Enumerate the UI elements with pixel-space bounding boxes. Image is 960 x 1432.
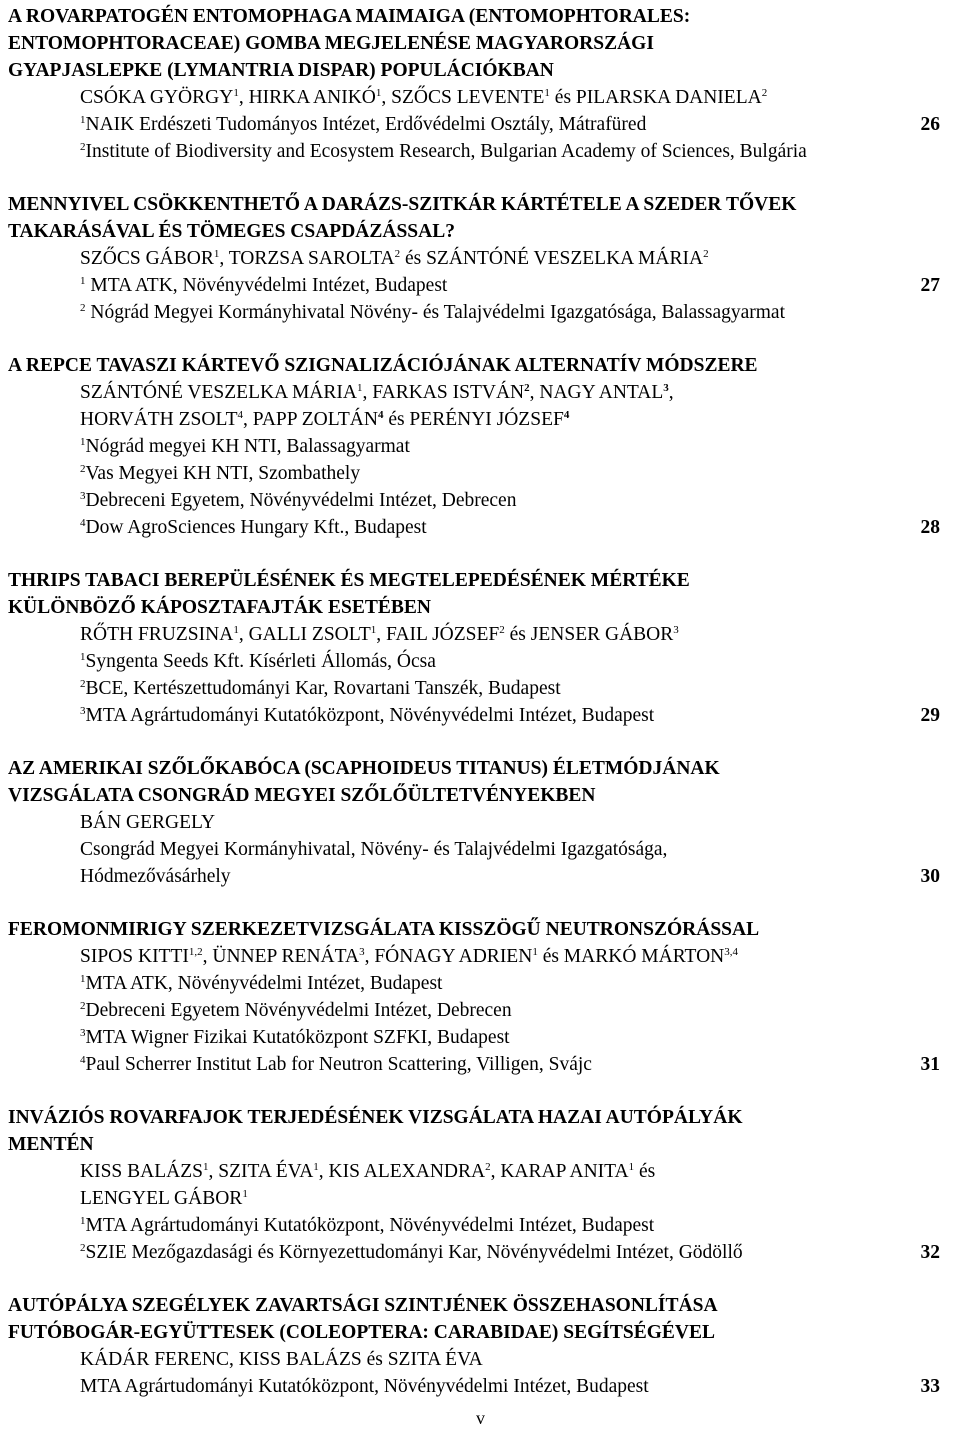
text-run: Hódmezővásárhely [80,866,231,887]
text-run: , FAIL JÓZSEF [376,624,500,645]
article-title-line: AUTÓPÁLYA SZEGÉLYEK ZAVARTSÁGI SZINTJÉNEK ÖSSZEHASONLÍTÁSA [8,1295,718,1316]
footnote-marker: 2 [703,248,709,260]
article-title-line: INVÁZIÓS ROVARFAJOK TERJEDÉSÉNEK VIZSGÁLATA HAZAI AUTÓPÁLYÁK [8,1107,743,1128]
toc-entry [8,191,940,326]
article-details [8,84,940,165]
text-run: , SZŐCS LEVENTE [381,87,545,108]
text-run: BÁN GERGELY [80,812,216,833]
text-run: Csongrád Megyei Kormányhivatal, Növény- és Talajvédelmi Igazgatósága, [80,839,668,860]
page-reference: 27 [920,275,940,296]
author-line [80,245,940,272]
text-run: Syngenta Seeds Kft. Kísérleti Állomás, Ócsa [85,651,436,672]
text-run: Nógrád Megyei Kormányhivatal Növény- és Talajvédelmi Igazgatósága, Balassagyarmat [85,302,785,323]
page-reference: 31 [920,1054,940,1075]
text-run: MTA ATK, Növényvédelmi Intézet, Budapest [85,275,448,296]
footnote-marker: 1 [313,1161,319,1173]
article-title [8,191,940,245]
text-run: Institute of Biodiversity and Ecosystem Research, Bulgarian Academy of Sciences, Bulgária [85,141,807,162]
text-run: , KARAP ANITA [490,1161,629,1182]
affiliation-line [80,1024,940,1051]
toc-entry [8,916,940,1078]
author-line [80,943,940,970]
text-run: és [634,1161,656,1182]
footnote-marker: 2 [80,302,86,314]
article-details [8,379,940,541]
footnote-marker: 4 [80,517,86,529]
text-run: Dow AgroSciences Hungary Kft., Budapest [85,517,427,538]
text-run: , NAGY ANTAL [529,382,664,403]
footnote-marker: 1 [370,624,377,636]
article-title-line: FUTÓBOGÁR-EGYÜTTESEK (COLEOPTERA: CARABIDAE) SEGÍTSÉGÉVEL [8,1322,715,1343]
text-run: HORVÁTH ZSOLT [80,409,238,430]
text-run: SIPOS KITTI [80,946,189,967]
text-run: LENGYEL GÁBOR [80,1188,243,1209]
article-title-line: FEROMONMIRIGY SZERKEZETVIZSGÁLATA KISSZÖGŰ NEUTRONSZÓRÁSSAL [8,919,760,940]
text-run: és SZÁNTÓNÉ VESZELKA MÁRIA [400,248,704,269]
text-run: MTA Agrártudományi Kutatóközpont, Növényvédelmi Intézet, Budapest [80,1376,649,1397]
toc-entry [8,3,940,165]
article-title-line: MENTÉN [8,1134,94,1155]
article-details [8,809,940,890]
author-line [80,621,940,648]
affiliation-line [80,487,940,514]
page-reference: 26 [920,114,940,135]
footnote-marker: 3 [80,490,86,502]
affiliation-line [80,836,940,863]
author-line [80,1185,940,1212]
affiliation-line [80,997,940,1024]
affiliation-line [80,1239,940,1266]
footnote-marker: 1 [80,651,86,663]
text-run: CSÓKA GYÖRGY [80,87,234,108]
text-run: , FARKAS ISTVÁN [362,382,525,403]
article-title [8,1104,940,1158]
footnote-marker: 2 [80,678,86,690]
author-line [80,809,940,836]
article-title-line: MENNYIVEL CSÖKKENTHETŐ A DARÁZS-SZITKÁR KÁRTÉTELE A SZEDER TŐVEK [8,194,797,215]
affiliation-line [80,1212,940,1239]
footnote-marker: 2 [499,624,505,636]
footnote-marker: 3,4 [724,946,739,958]
text-run: NAIK Erdészeti Tudományos Intézet, Erdővédelmi Osztály, Mátrafüred [85,114,647,135]
footnote-marker: 1 [80,114,86,126]
footnote-marker: 2 [485,1161,491,1173]
article-title [8,352,940,379]
text-run: RŐTH FRUZSINA [80,624,234,645]
text-run: KÁDÁR FERENC, KISS BALÁZS és SZITA ÉVA [80,1349,483,1370]
table-of-contents [8,3,940,1400]
affiliation-line [80,702,940,729]
footnote-marker: 3 [80,1027,86,1039]
text-run: és PERÉNYI JÓZSEF [383,409,564,430]
footnote-marker: 1 [202,1161,209,1173]
author-line [80,84,940,111]
article-title [8,916,940,943]
affiliation-line [80,514,940,541]
article-title-line: A ROVARPATOGÉN ENTOMOPHAGA MAIMAIGA (ENTOMOPHTORALES: [8,6,691,27]
author-line [80,379,940,406]
article-title [8,3,940,84]
article-title [8,567,940,621]
footnote-marker: 2 [394,248,401,260]
affiliation-line [80,460,940,487]
affiliation-line [80,433,940,460]
footnote-marker: 1 [544,87,550,99]
text-run: SZÁNTÓNÉ VESZELKA MÁRIA [80,382,357,403]
article-title [8,1292,940,1346]
article-details [8,1158,940,1266]
affiliation-line [80,648,940,675]
page-reference: 28 [920,517,940,538]
text-run: , FÓNAGY ADRIEN [364,946,533,967]
article-title [8,755,940,809]
footnote-marker: 4 [237,409,244,421]
text-run: Nógrád megyei KH NTI, Balassagyarmat [85,436,410,457]
text-run: és MARKÓ MÁRTON [537,946,725,967]
footnote-marker: 1 [375,87,382,99]
article-title-line: AZ AMERIKAI SZŐLŐKABÓCA (SCAPHOIDEUS TITANUS) ÉLETMÓDJÁNAK [8,758,720,779]
page-reference: 32 [920,1242,940,1263]
text-run: Vas Megyei KH NTI, Szombathely [85,463,361,484]
toc-entry [8,755,940,890]
footnote-marker: 2 [80,1242,86,1254]
footnote-marker: 1 [213,248,220,260]
footnote-marker: 2 [80,463,86,475]
text-run: MTA Agrártudományi Kutatóközpont, Növényvédelmi Intézet, Budapest [85,1215,655,1236]
footnote-marker: 1 [242,1188,248,1200]
article-title-line: KÜLÖNBÖZŐ KÁPOSZTAFAJTÁK ESETÉBEN [8,597,431,618]
text-run: MTA Wigner Fizikai Kutatóközpont SZFKI, Budapest [85,1027,510,1048]
affiliation-line [80,863,940,890]
footnote-marker: 3 [673,624,679,636]
author-line [80,406,940,433]
footnote-marker: 1 [628,1161,635,1173]
footnote-marker: 4 [563,409,570,421]
footnote-marker: 1 [80,275,86,287]
footnote-marker: 1 [233,87,239,99]
affiliation-line [80,675,940,702]
text-run: , SZITA ÉVA [208,1161,314,1182]
text-run: SZŐCS GÁBOR [80,248,214,269]
toc-entry [8,1104,940,1266]
article-title-line: TAKARÁSÁVAL ÉS TÖMEGES CSAPDÁZÁSSAL? [8,221,455,242]
toc-entry [8,567,940,729]
footnote-marker: 2 [761,87,768,99]
text-run: KISS BALÁZS [80,1161,203,1182]
page-reference: 30 [920,866,940,887]
affiliation-line [80,138,940,165]
text-run: Debreceni Egyetem Növényvédelmi Intézet, Debrecen [85,1000,512,1021]
footnote-marker: 2 [524,382,530,394]
affiliation-line [80,1051,940,1078]
article-details [8,943,940,1078]
affiliation-line [80,299,940,326]
footnote-marker: 2 [80,141,86,153]
article-details [8,1346,940,1400]
text-run: , ÜNNEP RENÁTA [202,946,360,967]
text-run: SZIE Mezőgazdasági és Környezettudományi Kar, Növényvédelmi Intézet, Gödöllő [85,1242,743,1263]
text-run: MTA Agrártudományi Kutatóközpont, Növényvédelmi Intézet, Budapest [85,705,655,726]
article-title-line: GYAPJASLEPKE (LYMANTRIA DISPAR) POPULÁCIÓKBAN [8,60,554,81]
article-details [8,621,940,729]
footnote-marker: 1 [80,436,86,448]
text-run: és PILARSKA DANIELA [549,87,762,108]
article-details [8,245,940,326]
text-run: és JENSER GÁBOR [504,624,674,645]
text-run: , GALLI ZSOLT [238,624,371,645]
article-title-line: THRIPS TABACI BEREPÜLÉSÉNEK ÉS MEGTELEPEDÉSÉNEK MÉRTÉKE [8,570,690,591]
text-run: MTA ATK, Növényvédelmi Intézet, Budapest [85,973,443,994]
toc-entry [8,1292,940,1400]
article-title-line: VIZSGÁLATA CSONGRÁD MEGYEI SZŐLŐÜLTETVÉNYEKBEN [8,785,596,806]
author-line [80,1158,940,1185]
footnote-marker: 4 [377,409,384,421]
text-run: , KIS ALEXANDRA [318,1161,486,1182]
footnote-marker: 3 [663,382,669,394]
footnote-marker: 1 [80,1215,86,1227]
page-reference: 33 [920,1376,940,1397]
footnote-marker: 1 [356,382,363,394]
footnote-marker: 3 [80,705,86,717]
text-run: Paul Scherrer Institut Lab for Neutron Scattering, Villigen, Svájc [85,1054,592,1075]
text-run: , [668,382,674,403]
footnote-marker: 3 [359,946,365,958]
text-run: , HIRKA ANIKÓ [238,87,376,108]
author-line [80,1346,940,1373]
affiliation-line [80,1373,940,1400]
affiliation-line [80,970,940,997]
affiliation-line [80,272,940,299]
footnote-marker: 1 [233,624,239,636]
text-run: , TORZSA SAROLTA [219,248,395,269]
footnote-marker: 4 [80,1054,86,1066]
toc-entry [8,352,940,541]
footnote-marker: 1 [532,946,538,958]
page-number: v [476,1408,485,1428]
article-title-line: A REPCE TAVASZI KÁRTEVŐ SZIGNALIZÁCIÓJÁNAK ALTERNATÍV MÓDSZERE [8,355,758,376]
footnote-marker: 1,2 [188,946,203,958]
text-run: , PAPP ZOLTÁN [243,409,378,430]
text-run: BCE, Kertészettudományi Kar, Rovartani Tanszék, Budapest [85,678,561,699]
article-title-line: ENTOMOPHTORACEAE) GOMBA MEGJELENÉSE MAGYARORSZÁGI [8,33,654,54]
text-run: Debreceni Egyetem, Növényvédelmi Intézet, Debrecen [85,490,517,511]
footnote-marker: 1 [80,973,86,985]
page-reference: 29 [920,705,940,726]
affiliation-line [80,111,940,138]
footnote-marker: 2 [80,1000,86,1012]
